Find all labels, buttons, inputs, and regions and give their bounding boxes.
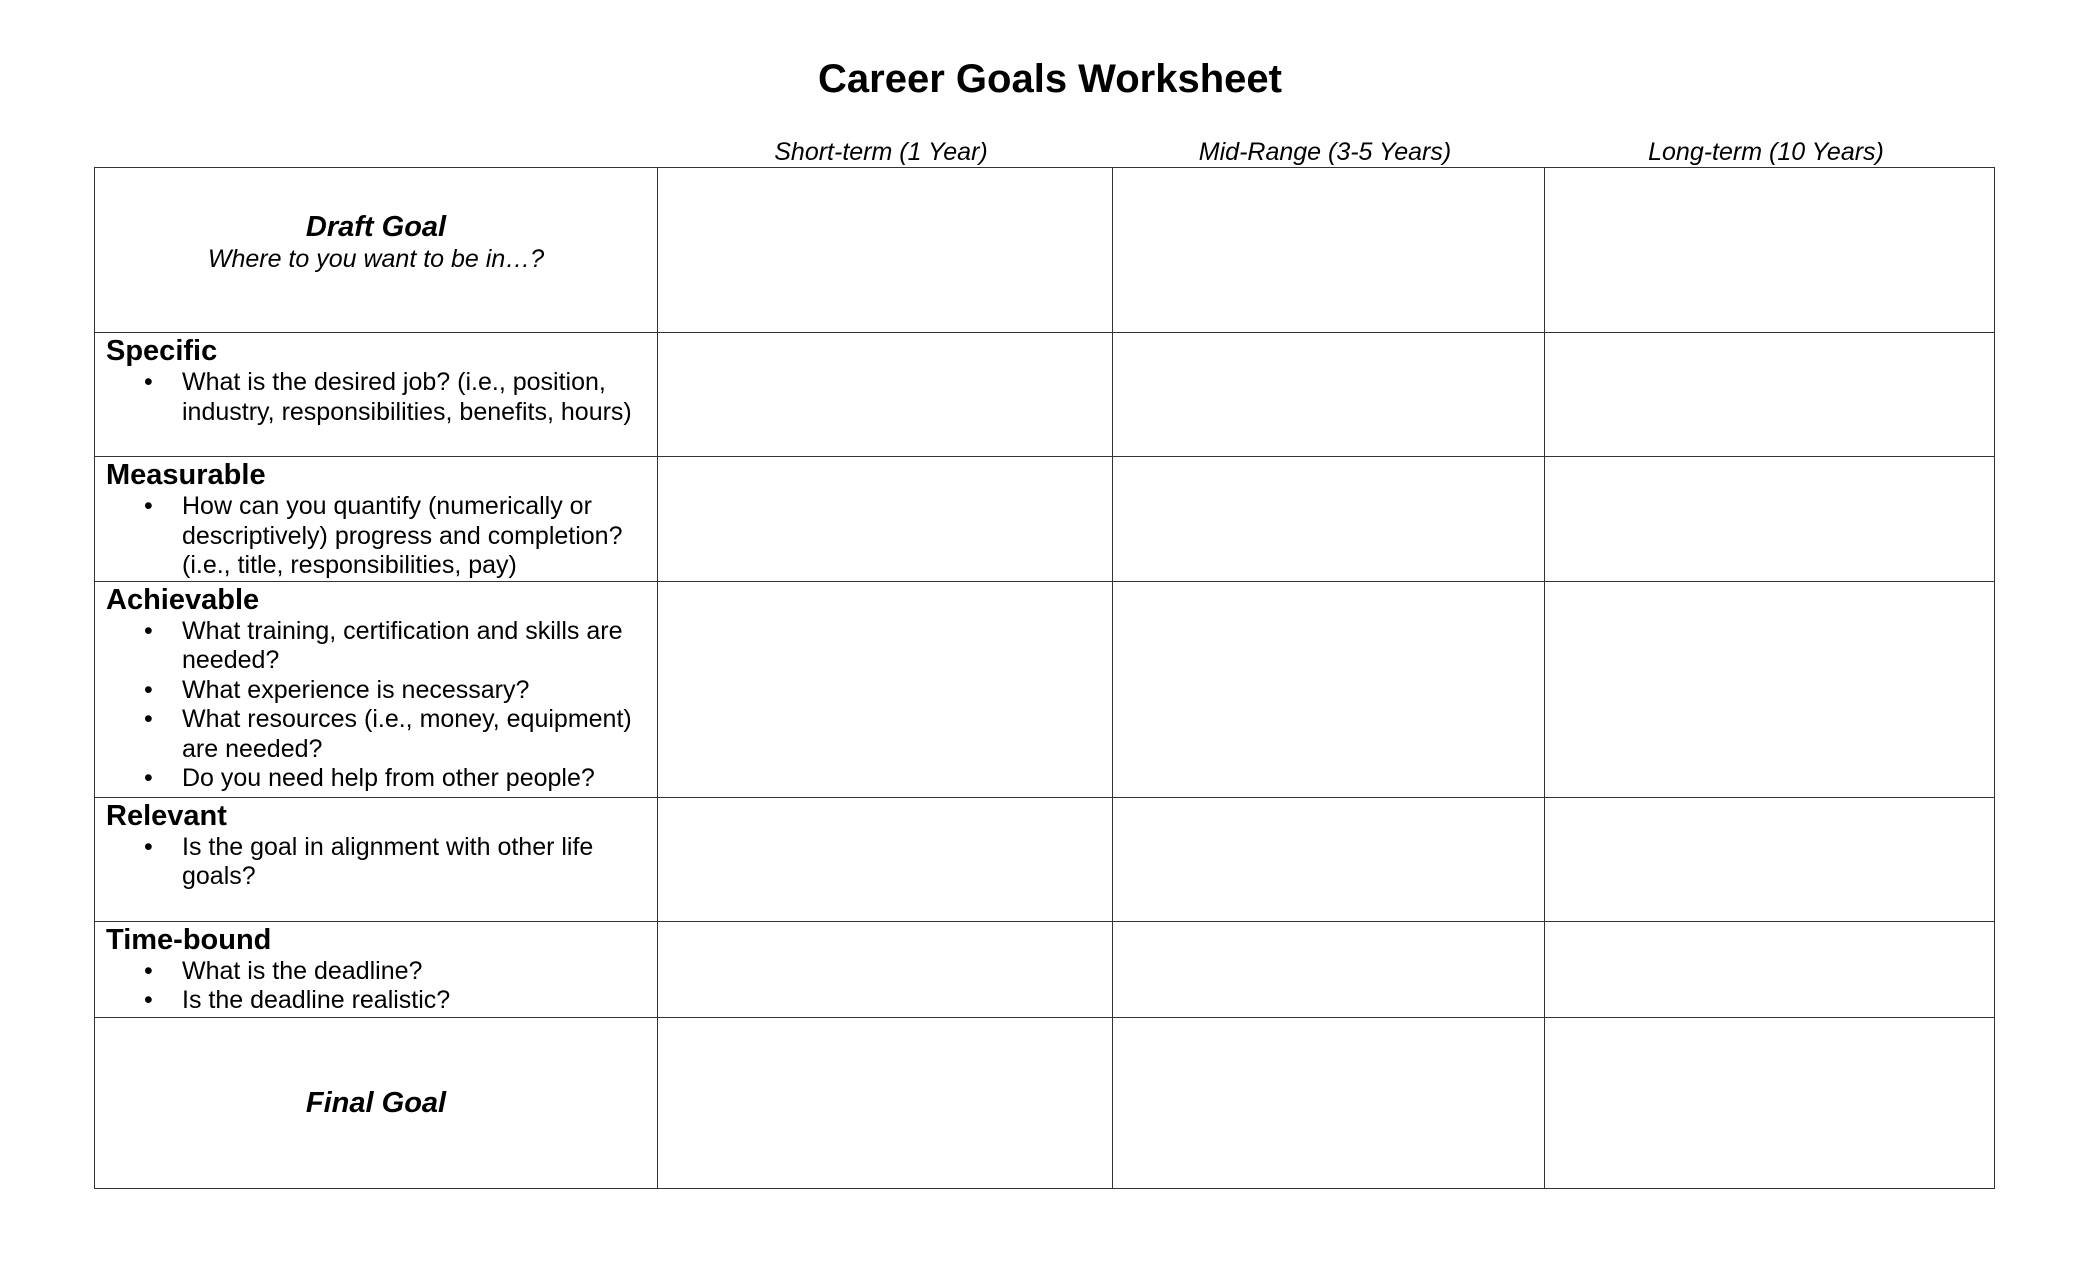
- table-row-specific: [95, 333, 1995, 457]
- column-header-mid-range: Mid-Range (3-5 Years): [1198, 138, 1452, 166]
- table-row-time-bound: [95, 921, 1995, 1017]
- specific-long-term-cell[interactable]: [1545, 333, 1995, 457]
- table-row-achievable: [95, 581, 1995, 797]
- measurable-mid-range-cell[interactable]: [1113, 457, 1545, 582]
- measurable-label-cell: [95, 457, 658, 582]
- draft-goal-title: Draft Goal: [305, 210, 447, 243]
- worksheet-table: [94, 167, 1995, 1189]
- specific-mid-range-cell[interactable]: [1113, 333, 1545, 457]
- table-row-relevant: [95, 797, 1995, 921]
- draft-goal-short-term-cell[interactable]: [658, 168, 1113, 333]
- achievable-label-cell: [95, 581, 658, 797]
- table-row-draft-goal: [95, 168, 1995, 333]
- relevant-mid-range-cell[interactable]: [1113, 797, 1545, 921]
- relevant-long-term-cell[interactable]: [1545, 797, 1995, 921]
- specific-label-cell: [95, 333, 658, 457]
- specific-short-term-cell[interactable]: [658, 333, 1113, 457]
- list-item: • What is the desired job? (i.e., position, industry, responsibilities, benefits, hours): [182, 368, 657, 427]
- relevant-title: Relevant: [106, 799, 227, 832]
- list-item: • How can you quantify (numerically or descriptively) progress and completion? (i.e., title, responsibilities, pay): [182, 492, 657, 581]
- list-item: • Do you need help from other people?: [182, 764, 657, 794]
- draft-goal-label-cell: [95, 168, 658, 333]
- list-item: • What experience is necessary?: [182, 676, 657, 706]
- achievable-mid-range-cell[interactable]: [1113, 581, 1545, 797]
- time-bound-short-term-cell[interactable]: [658, 921, 1113, 1017]
- specific-title: Specific: [106, 335, 218, 367]
- relevant-short-term-cell[interactable]: [658, 797, 1113, 921]
- relevant-bullet-list: [106, 833, 657, 892]
- achievable-long-term-cell[interactable]: [1545, 581, 1995, 797]
- list-item: • What resources (i.e., money, equipment) are needed?: [182, 705, 657, 764]
- list-item: • Is the deadline realistic?: [182, 986, 657, 1016]
- measurable-long-term-cell[interactable]: [1545, 457, 1995, 582]
- list-item: • Is the goal in alignment with other life goals?: [182, 833, 657, 892]
- draft-goal-mid-range-cell[interactable]: [1113, 168, 1545, 333]
- final-goal-short-term-cell[interactable]: [658, 1017, 1113, 1188]
- list-item: • What training, certification and skills are needed?: [182, 617, 657, 676]
- achievable-title: Achievable: [106, 583, 260, 616]
- table-row-final-goal: [95, 1017, 1995, 1188]
- time-bound-label-cell: [95, 921, 658, 1017]
- column-header-long-term: Long-term (10 Years): [1648, 138, 1884, 166]
- worksheet-title: Career Goals Worksheet: [818, 57, 1282, 101]
- list-item: • What is the deadline?: [182, 957, 657, 987]
- final-goal-long-term-cell[interactable]: [1545, 1017, 1995, 1188]
- draft-goal-subtitle: Where to you want to be in…?: [207, 244, 545, 273]
- achievable-bullet-list: [106, 617, 657, 794]
- relevant-label-cell: [95, 797, 658, 921]
- time-bound-bullet-list: [106, 957, 657, 1016]
- draft-goal-long-term-cell[interactable]: [1545, 168, 1995, 333]
- time-bound-title: Time-bound: [106, 923, 272, 956]
- final-goal-label-cell: [95, 1017, 658, 1188]
- table-row-measurable: [95, 457, 1995, 582]
- final-goal-title: Final Goal: [305, 1087, 447, 1119]
- specific-bullet-list: [106, 368, 657, 427]
- time-bound-long-term-cell[interactable]: [1545, 921, 1995, 1017]
- final-goal-mid-range-cell[interactable]: [1113, 1017, 1545, 1188]
- time-bound-mid-range-cell[interactable]: [1113, 921, 1545, 1017]
- measurable-bullet-list: [106, 492, 657, 581]
- achievable-short-term-cell[interactable]: [658, 581, 1113, 797]
- column-header-short-term: Short-term (1 Year): [774, 138, 988, 166]
- measurable-title: Measurable: [106, 459, 266, 491]
- measurable-short-term-cell[interactable]: [658, 457, 1113, 582]
